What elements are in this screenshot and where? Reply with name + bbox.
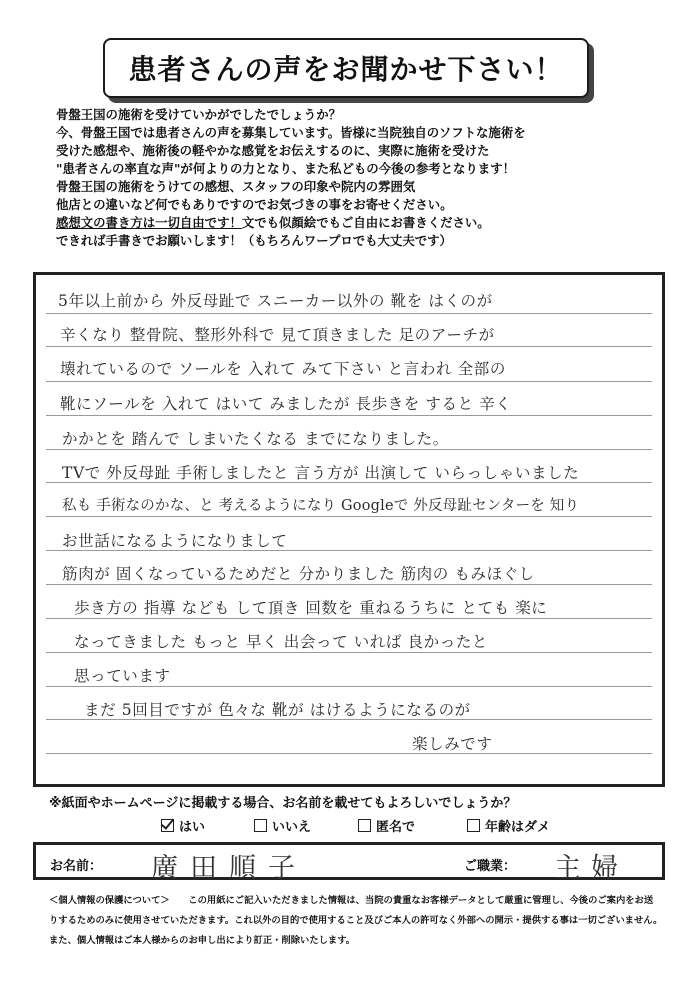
checkbox-icon[interactable] xyxy=(254,819,267,832)
handwritten-line: 辛くなり 整骨院、整形外科で 見て頂きました 足のアーチが xyxy=(60,326,495,344)
intro-line: "患者さんの率直な声"が何よりの力となり、また私どもの今後の参考となります！ xyxy=(56,161,515,176)
intro-line-writing-style xyxy=(56,214,656,232)
option-no[interactable] xyxy=(254,816,311,835)
option-yes[interactable] xyxy=(161,816,205,835)
handwritten-line: 思っています xyxy=(74,667,171,685)
ruled-line xyxy=(46,415,652,416)
handwritten-line: 靴にソールを 入れて はいて みましたが 長歩きを すると 辛く xyxy=(60,395,512,413)
handwritten-line: お世話になるようになりまして xyxy=(62,532,288,550)
intro-line: 骨盤王国の施術を受けていかがでしたでしょうか？ xyxy=(56,107,341,122)
option-label: いいえ xyxy=(272,820,312,835)
ruled-line xyxy=(46,652,652,653)
privacy-text: この用紙にご記入いただきました情報は、当院の貴重なお客様データとして厳重に管理し、今後のご案内をお送 xyxy=(188,895,654,906)
ruled-line xyxy=(46,618,652,619)
handwritten-line: 私も 手術なのかな、と 考えるようになり Googleで 外反母趾センターを 知り xyxy=(62,498,580,514)
name-consent-question: ※紙面やホームページに掲載する場合、お名前を載せてもよろしいでしょうか？ xyxy=(49,796,517,811)
occupation-label: ご職業： xyxy=(464,859,517,874)
name-label: お名前： xyxy=(50,859,103,874)
name-field[interactable]: 廣田順子 xyxy=(151,853,307,884)
ruled-line xyxy=(46,753,652,754)
handwritten-line: 歩き方の 指導 なども して頂き 回数を 重ねるうちに とても 楽に xyxy=(74,599,548,617)
intro-line: できれば手書きでお願いします！（もちろんワープロでも大丈夫です） xyxy=(56,233,452,248)
ruled-line xyxy=(46,313,652,314)
option-label: 年齢はダメ xyxy=(485,820,551,835)
privacy-notice xyxy=(49,891,669,951)
option-label: 匿名で xyxy=(376,820,416,835)
intro-line: 受けた感想や、施術後の軽やかな感覚をお伝えするのに、実際に施術を受けた xyxy=(56,143,490,158)
privacy-heading: ＜個人情報の保護について＞ xyxy=(49,895,170,906)
option-label: はい xyxy=(179,820,206,835)
intro-line: 骨盤王国の施術をうけての感想、スタッフの印象や院内の雰囲気 xyxy=(56,179,416,194)
ruled-line xyxy=(46,584,652,585)
intro-line: 今、骨盤王国では患者さんの声を募集しています。皆様に当院独自のソフトな施術を xyxy=(56,125,526,140)
handwritten-line: 壊れているので ソールを 入れて みて下さい と言われ 全部の xyxy=(60,360,506,378)
intro-line: 他店との違いなど何でもありですのでお気づきの事をお寄せください。 xyxy=(56,197,453,212)
checkbox-icon[interactable] xyxy=(467,819,480,832)
page-title: 患者さんの声をお聞かせ下さい！ xyxy=(128,53,564,86)
handwritten-line: なってきました もっと 早く 出会って いれば 良かったと xyxy=(74,633,489,651)
privacy-line xyxy=(49,891,669,911)
handwritten-line: TVで 外反母趾 手術しましたと 言う方が 出演して いらっしゃいました xyxy=(62,464,580,482)
option-no-age[interactable] xyxy=(467,816,550,835)
ruled-line xyxy=(46,516,652,517)
handwritten-line: 5年以上前から 外反母趾で スニーカー以外の 靴を はくのが xyxy=(58,292,493,310)
writing-style-rest: 文でも似顔絵でもご自由にお書きください。 xyxy=(241,215,490,230)
name-occupation-box xyxy=(33,842,665,884)
checkbox-checked-icon[interactable] xyxy=(161,819,174,832)
ruled-line xyxy=(46,449,652,450)
occupation-field[interactable]: 主婦 xyxy=(554,853,628,884)
handwritten-line: 楽しみです xyxy=(412,735,493,753)
handwritten-line: かかとを 踏んで しまいたくなる までになりました。 xyxy=(62,430,449,448)
option-anonymous[interactable] xyxy=(358,816,415,835)
ruled-line xyxy=(46,346,652,347)
checkbox-icon[interactable] xyxy=(358,819,371,832)
intro-text xyxy=(56,106,656,250)
writing-style-note: 感想文の書き方は一切自由です！ xyxy=(56,215,242,230)
privacy-line: りするためのみに使用させていただきます。これ以外の目的で使用すること及びご本人の許可なく外部への開示・提供する事は一切ございません。 xyxy=(49,915,663,926)
title-box xyxy=(103,38,589,98)
handwritten-line: 筋肉が 固くなっているためだと 分かりました 筋肉の もみほぐし xyxy=(62,565,535,583)
privacy-line: また、個人情報はご本人様からのお申し出により訂正・削除いたします。 xyxy=(49,935,356,946)
ruled-line xyxy=(46,686,652,687)
ruled-line xyxy=(46,381,652,382)
handwritten-line: まだ 5回目ですが 色々な 靴が はけるようになるのが xyxy=(84,701,471,719)
handwritten-letter-box xyxy=(33,272,665,787)
